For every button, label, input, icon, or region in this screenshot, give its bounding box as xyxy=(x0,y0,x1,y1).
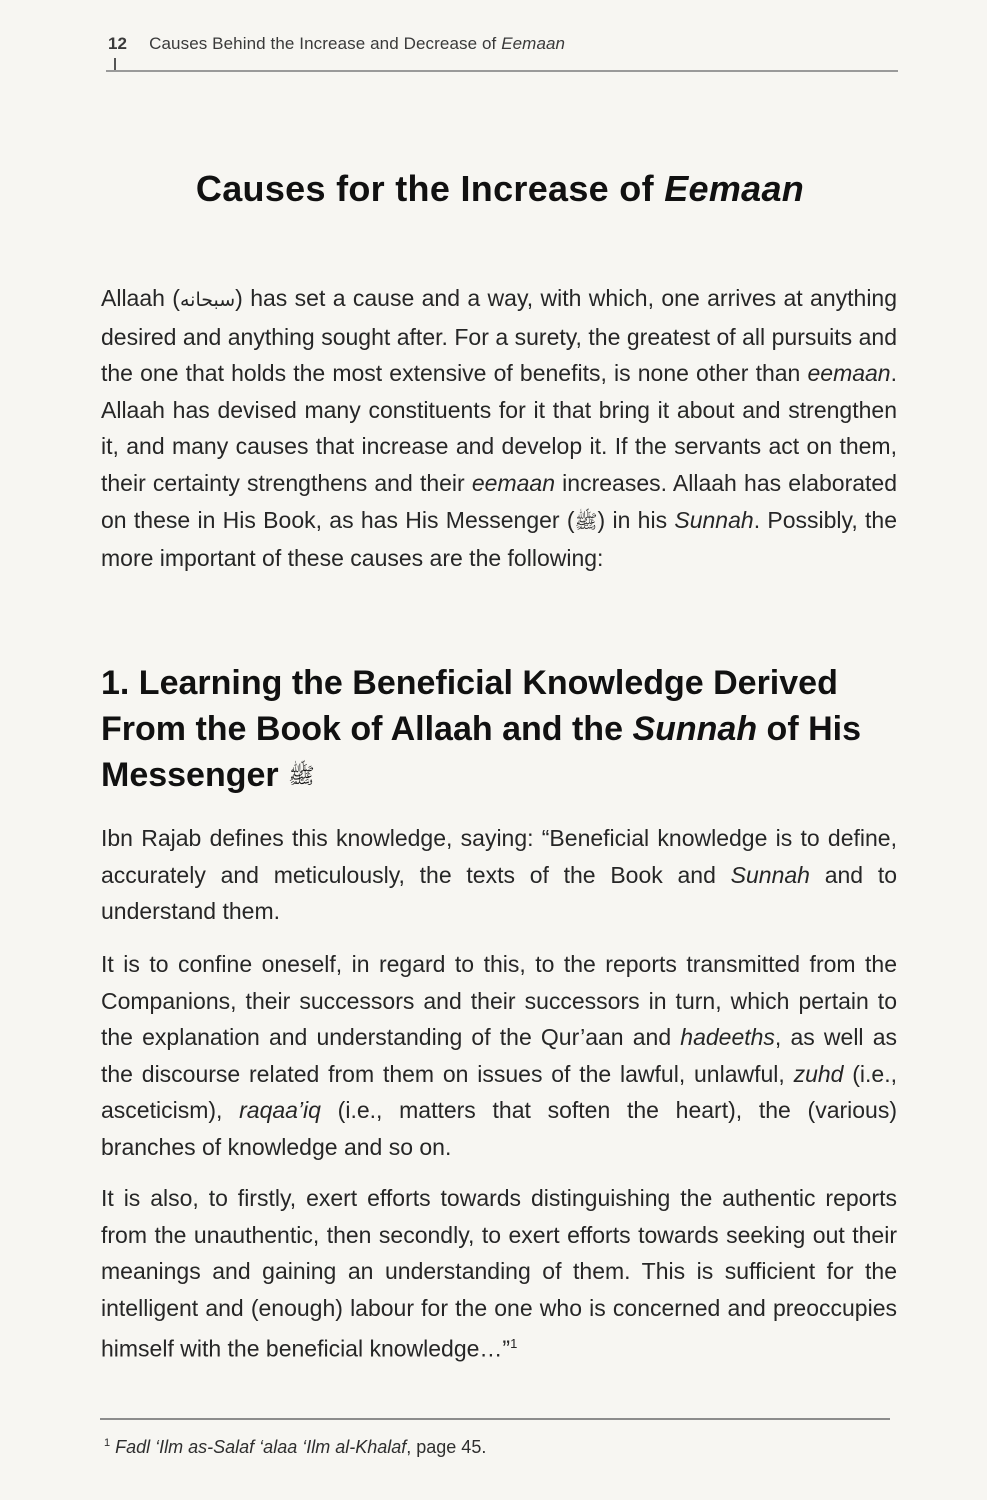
paragraph-ibn-rajab xyxy=(101,820,897,930)
footnote-marker: 1 xyxy=(104,1437,111,1449)
paragraph-intro xyxy=(101,280,897,577)
salutation-icon: ﷺ xyxy=(288,764,315,790)
text-run: and to understand them. xyxy=(101,861,897,925)
text-run: , as well as the discourse related from them on issues of the lawful, unlawful, xyxy=(101,1024,897,1087)
italic-term: eemaan xyxy=(807,360,891,387)
italic-term: hadeeths xyxy=(680,1024,775,1051)
footnote-page: , page 45. xyxy=(406,1437,487,1457)
italic-term: Sunnah xyxy=(674,506,754,533)
text-run: (i.e., matters that soften the heart), the (various) branches of knowledge and so on. xyxy=(101,1097,897,1160)
paragraph-efforts xyxy=(101,1180,897,1368)
text-run: . Allaah has devised many constituents for it that bring it about and strengthen it, and many causes that increase and develop it. If the servants act on them, their certainty strengthens and their xyxy=(101,360,897,496)
footnote-source-title: Fadl ‘Ilm as-Salaf ‘alaa ‘Ilm al-Khalaf xyxy=(115,1437,407,1457)
italic-term: zuhd xyxy=(793,1060,844,1087)
section-heading xyxy=(101,660,897,800)
chapter-heading-text: Causes for the Increase of xyxy=(195,168,654,209)
text-run: It is also, to firstly, exert efforts towards distinguishing the authentic reports from the unauthentic, then secondly, to exert efforts towards seeking out their meanings and gaining an understanding of them. This is sufficient for the intelligent and (enough) labour for the one who is concerned and preoccupies himself with the beneficial knowledge…” xyxy=(101,1185,897,1363)
running-head-title: Causes Behind the Increase and Decrease of xyxy=(149,34,497,53)
footnote-reference[interactable]: 1 xyxy=(510,1336,518,1352)
text-run: Allaah ( xyxy=(101,285,180,311)
running-head xyxy=(108,34,898,54)
chapter-heading-italic: Eemaan xyxy=(664,168,805,209)
footnote xyxy=(104,1437,894,1458)
paragraph-reports xyxy=(101,946,897,1166)
chapter-heading xyxy=(100,168,900,210)
italic-term: raqaa’iq xyxy=(239,1097,321,1124)
footnote-rule xyxy=(100,1418,890,1420)
section-heading-text-after: of His Messenger xyxy=(101,710,862,794)
running-head-title-italic: Eemaan xyxy=(501,34,566,53)
arabic-honorific: سبحانه xyxy=(179,289,236,311)
text-run: . Possibly, the more important of these causes are the following: xyxy=(101,506,897,572)
text-run: Ibn Rajab defines this knowledge, saying: “Beneficial knowledge is to define, accurately and meticulously, the texts of the Book and xyxy=(101,825,897,888)
text-run: ) in his xyxy=(597,506,675,533)
section-heading-text: 1. Learning the Beneficial Knowledge Derived From the Book of Allaah and the xyxy=(101,664,838,748)
section-heading-italic: Sunnah xyxy=(632,710,758,748)
text-run: It is to confine oneself, in regard to this, to the reports transmitted from the Companions, their successors and their successors in turn, which pertain to the explanation and understanding of the Qur’aan and xyxy=(101,951,897,1051)
text-run: increases. Allaah has elaborated on these in His Book, as has His Messenger ( xyxy=(101,469,897,533)
italic-term: eemaan xyxy=(471,469,555,496)
header-rule xyxy=(106,70,898,72)
italic-term: Sunnah xyxy=(730,861,810,888)
page-number: 12 xyxy=(108,34,128,53)
text-run: (i.e., asceticism), xyxy=(101,1060,898,1124)
salutation-icon: ﷺ xyxy=(574,510,598,533)
text-run: ) has set a cause and a way, with which, one arrives at anything desired and anything sought after. For a surety, the greatest of all pursuits and the one that holds the most extensive of benefits, is none other than xyxy=(101,285,898,387)
header-rule-tick xyxy=(114,58,116,70)
